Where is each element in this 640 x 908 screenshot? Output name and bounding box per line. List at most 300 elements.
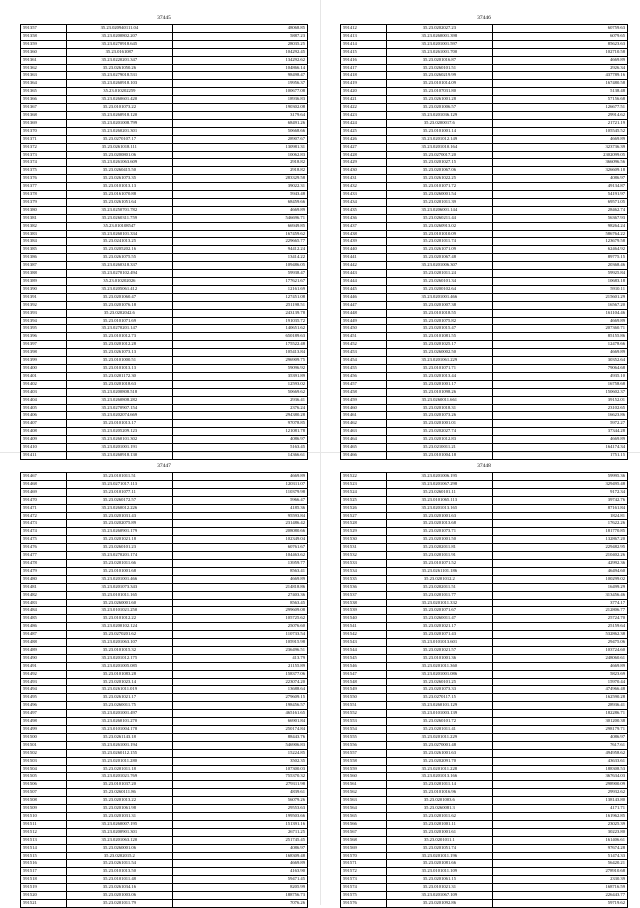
row-number-cell: 591378 [21,191,67,199]
code-cell: 35.23.0201067.298 [386,480,492,488]
amount-cell: 28936.41 [493,702,628,710]
amount-cell: 15970.44 [493,678,628,686]
amount-cell: 168716.59 [493,884,628,892]
row-number-cell: 591519 [21,884,67,892]
row-number-cell: 591451 [341,333,387,341]
amount-cell: 66949.85 [173,222,308,230]
row-number-cell: 591566 [341,820,387,828]
row-number-cell: 591467 [21,473,67,481]
code-cell: 35.23.0270201.62 [66,631,172,639]
table-row [21,718,308,726]
row-number-cell: 591401 [21,372,67,380]
row-number-cell: 591454 [341,357,387,365]
row-number-cell: 591535 [341,575,387,583]
code-cell: 35.23.0260081.3 [386,805,492,813]
table-row [21,615,308,623]
amount-cell: 25159.64 [493,623,628,631]
code-cell: 35.23.0271017.113 [66,480,172,488]
table-row [341,488,628,496]
row-number-cell: 591555 [341,733,387,741]
row-number-cell: 591432 [341,183,387,191]
code-cell: 35.23.0201003.6 [386,797,492,805]
amount-cell: 366096.56 [493,159,628,167]
amount-cell: 94412.24 [173,246,308,254]
row-number-cell: 591476 [21,544,67,552]
amount-cell: 42992.36 [493,559,628,567]
code-cell: 35.23.0261001.28 [386,96,492,104]
row-number-cell: 591390 [21,285,67,293]
amount-cell: 231486.42 [173,520,308,528]
row-number-cell: 591455 [341,364,387,372]
amount-cell: 60759.63 [493,25,628,33]
table-row [21,536,308,544]
code-cell: 35.23.0260601.420 [66,96,172,104]
row-number-cell: 591389 [21,278,67,286]
code-cell: 35.23.0261073.35 [66,175,172,183]
amount-cell: 191035.72 [173,317,308,325]
row-number-cell: 591369 [21,119,67,127]
row-number-cell: 591422 [341,104,387,112]
amount-cell: 248060.61 [493,654,628,662]
code-cell: 35.23.0202011.51 [386,583,492,591]
table-row [341,80,628,88]
table-row [341,104,628,112]
row-number-cell: 591482 [21,591,67,599]
table-row [21,317,308,325]
row-number-cell: 591514 [21,844,67,852]
code-cell: 35.23.0260918.103 [66,80,172,88]
row-number-cell: 591430 [341,167,387,175]
table-row [341,797,628,805]
code-cell: 35.23.0261143.18 [66,733,172,741]
code-cell: 35.23.0101013.17 [66,420,172,428]
table-row [341,805,628,813]
amount-cell: 16499.29 [493,583,628,591]
code-cell: 35.23.0201001.597 [386,40,492,48]
row-number-cell: 591475 [21,536,67,544]
table-row [21,631,308,639]
table-row [341,301,628,309]
table-row [341,349,628,357]
row-number-cell: 591569 [341,844,387,852]
amount-cell: 59096.92 [173,364,308,372]
code-cell: 35.23.0201003.06 [66,892,172,900]
code-cell: 35.23.0101012.22 [66,615,172,623]
code-cell: 35.23.0201008.799 [66,119,172,127]
amount-cell: 1824.81 [493,512,628,520]
amount-cell: 28907.67 [173,135,308,143]
table-row [341,317,628,325]
row-number-cell: 591511 [21,820,67,828]
table-row [21,544,308,552]
code-cell: 35.23.0201011.77 [386,591,492,599]
row-number-cell: 591376 [21,175,67,183]
code-cell: 35.23.0261101.186 [386,567,492,575]
table-row [21,789,308,797]
table-row [341,72,628,80]
row-number-cell: 591441 [341,254,387,262]
code-cell: 35.23.0261022.25 [386,175,492,183]
code-cell: 35.23.0201067.48 [386,254,492,262]
table-row [341,868,628,876]
amount-cell: 56367.93 [493,214,628,222]
amount-cell: 50668.66 [173,127,308,135]
amount-cell: 29475.06 [493,639,628,647]
row-number-cell: 591443 [341,270,387,278]
code-cell: 35.23.0201011.41 [386,726,492,734]
row-number-cell: 591387 [21,262,67,270]
code-cell: 35.23.0101001.14 [386,127,492,135]
table-row [21,64,308,72]
table-row [21,230,308,238]
row-number-cell: 591370 [21,127,67,135]
row-number-cell: 591411 [21,451,67,459]
table-row [21,812,308,820]
amount-cell: 29553.63 [173,805,308,813]
row-number-cell: 591366 [21,96,67,104]
row-number-cell: 591445 [341,285,387,293]
table-row [21,40,308,48]
code-cell: 35.23.0201012.2 [386,575,492,583]
amount-cell: 87161.84 [493,504,628,512]
amount-cell: 278910.68 [493,868,628,876]
row-number-cell: 591573 [341,876,387,884]
code-cell: 35.23.0201012.175 [66,654,172,662]
table-row [21,480,308,488]
row-number-cell: 591453 [341,349,387,357]
amount-cell: 30352.64 [493,357,628,365]
amount-cell: 494958.62 [493,749,628,757]
row-number-cell: 591458 [341,388,387,396]
amount-cell: 110379.98 [173,488,308,496]
amount-cell: 167459.62 [173,230,308,238]
table-row [21,444,308,452]
sheet-title: 37446 [477,15,491,21]
code-cell: 35.23.0201011.196 [386,852,492,860]
row-number-cell: 591495 [21,694,67,702]
row-number-cell: 591469 [21,488,67,496]
amount-cell: 199503.66 [173,812,308,820]
table-row [21,428,308,436]
table-row [21,552,308,560]
amount-cell: 107300.03 [173,765,308,773]
table-row [21,206,308,214]
row-number-cell: 591492 [21,670,67,678]
code-cell: 35.23.0201011.24 [386,270,492,278]
row-number-cell: 591526 [341,504,387,512]
table-row [341,583,628,591]
code-cell: 35.23.0261051.64 [66,198,172,206]
code-cell: 35.23.0261034.16 [66,884,172,892]
code-cell: 35.23.0107031.80 [386,88,492,96]
code-cell: 35.23.0202027.23 [386,25,492,33]
amount-cell: 68459.66 [173,198,308,206]
row-number-cell: 591363 [21,72,67,80]
table-row [341,183,628,191]
row-number-cell: 591522 [341,473,387,481]
code-cell: 35.23.0201013.44 [386,372,492,380]
row-number-cell: 591534 [341,567,387,575]
amount-cell: 39742.76 [493,496,628,504]
row-number-cell: 591447 [341,301,387,309]
row-number-cell: 591471 [21,504,67,512]
amount-cell: 28035.25 [173,40,308,48]
code-cell: 35.23.0201021.18 [66,536,172,544]
amount-cell: 5163.45 [173,444,308,452]
amount-cell: 105545.52 [493,127,628,135]
amount-cell: 46494.60 [493,567,628,575]
table-row [341,56,628,64]
code-cell: 35.23.0201061.229 [386,357,492,365]
table-row [21,757,308,765]
code-cell: 35.23.0201015.47 [386,325,492,333]
row-number-cell: 591409 [21,436,67,444]
amount-cell: 532862.38 [493,631,628,639]
amount-cell: 326609.18 [493,167,628,175]
code-cell: 35.23.0101071.69 [66,317,172,325]
table-row [341,88,628,96]
code-cell: 35.23.0101000.51 [66,357,172,365]
code-cell: 35.23.0201001.466 [386,293,492,301]
table-row [341,135,628,143]
code-cell: 35.23.0101003.139 [386,710,492,718]
row-number-cell: 591417 [341,64,387,72]
row-number-cell: 591404 [21,396,67,404]
amount-cell: 283329.58 [173,175,308,183]
code-cell: 35.23.0101077.11 [66,488,172,496]
table-row [341,836,628,844]
code-cell: 35.23.0201021.769 [66,773,172,781]
code-cell: 35.23.0205202.16 [66,246,172,254]
table-row [21,191,308,199]
amount-cell: 12161.69 [173,285,308,293]
amount-cell: 104463.62 [173,552,308,560]
code-cell: 35.23.0201027.15 [386,159,492,167]
amount-cell: 4669.89 [493,436,628,444]
row-number-cell: 591541 [341,623,387,631]
table-row [341,702,628,710]
code-cell: 35.23.0101071.52 [386,559,492,567]
table-row [21,159,308,167]
amount-cell: 2918.82 [173,167,308,175]
code-cell: 35.23.0201073.33 [386,686,492,694]
table-row [341,789,628,797]
amount-cell: 198456.57 [173,702,308,710]
code-cell: 35.23.0260011.661 [386,396,492,404]
amount-cell: 2936.41 [173,396,308,404]
code-cell: 35.23.0101012.73 [66,333,172,341]
table-row [21,262,308,270]
table-row [21,48,308,56]
table-row [341,504,628,512]
table-row [21,781,308,789]
table-row [21,828,308,836]
table-row [21,694,308,702]
code-cell: 35.23.0270907.154 [66,404,172,412]
row-number-cell: 591502 [21,749,67,757]
amount-cell: 279311.98 [173,781,308,789]
table-row [21,496,308,504]
table-row [341,884,628,892]
amount-cell: 168309.48 [173,852,308,860]
amount-cell: 37344.28 [493,428,628,436]
table-row [21,733,308,741]
row-number-cell: 591539 [341,607,387,615]
table-row [341,567,628,575]
code-cell: 35.23.0101071.71 [386,364,492,372]
code-cell: 35.23.0270918.645 [66,40,172,48]
row-number-cell: 591536 [341,583,387,591]
table-row [341,388,628,396]
code-cell: 35.23.0101001.68 [66,567,172,575]
amount-cell: 79064.68 [493,364,628,372]
table-row [21,567,308,575]
table-row [21,167,308,175]
table-row [21,773,308,781]
code-cell: 35.23.0260002.50 [386,349,492,357]
amount-cell: 69571.05 [493,198,628,206]
code-cell: 35.23.0101018.55 [386,309,492,317]
amount-cell: 167480.58 [493,80,628,88]
table-row [21,357,308,365]
code-cell: 35.23.0101021.250 [66,607,172,615]
code-cell: 35.23.0201001.191 [66,444,172,452]
amount-cell: 151391.16 [173,820,308,828]
table-row [341,325,628,333]
table-row [341,380,628,388]
row-number-cell: 591551 [341,702,387,710]
amount-cell: 88443.76 [173,733,308,741]
amount-cell: 12593.02 [173,380,308,388]
table-row [341,404,628,412]
amount-cell: 164174.34 [493,444,628,452]
code-cell: 35.23.010202026 [66,278,172,286]
table-row [341,773,628,781]
table-row [341,512,628,520]
row-number-cell: 591538 [341,599,387,607]
amount-cell: 5138.48 [493,88,628,96]
row-number-cell: 591396 [21,333,67,341]
row-number-cell: 591406 [21,412,67,420]
table-row [21,528,308,536]
table-row [341,159,628,167]
ledger-table [340,472,628,908]
code-cell: 35.23.0205061.412 [66,285,172,293]
row-number-cell: 591548 [341,678,387,686]
sheet-title: 37445 [157,15,171,21]
amount-cell: 21155.89 [173,662,308,670]
ledger-table [340,24,628,460]
code-cell: 35.23.0201012.149 [386,135,492,143]
amount-cell: 89775.15 [493,254,628,262]
amount-cell: 39152.01 [493,396,628,404]
code-cell: 35.23.0260318.337 [66,262,172,270]
amount-cell: 104866.14 [173,64,308,72]
amount-cell: 2918.82 [173,159,308,167]
row-number-cell: 591494 [21,686,67,694]
row-number-cell: 591486 [21,623,67,631]
row-number-cell: 591576 [341,899,387,907]
code-cell: 35.23.0201012.83 [386,436,492,444]
code-cell: 35.23.0241013.25 [66,238,172,246]
amount-cell: 110733.54 [173,631,308,639]
table-row [21,805,308,813]
row-number-cell: 591530 [341,536,387,544]
row-number-cell: 591487 [21,631,67,639]
table-row [21,135,308,143]
amount-cell: 5943.48 [173,191,308,199]
row-number-cell: 591448 [341,309,387,317]
amount-cell: 208080.66 [173,528,308,536]
amount-cell: 223074.20 [173,678,308,686]
amount-cell: 50669.62 [173,388,308,396]
row-number-cell: 591414 [341,40,387,48]
row-number-cell: 591509 [21,805,67,813]
amount-cell: 4669.89 [173,860,308,868]
row-number-cell: 591416 [341,56,387,64]
amount-cell: 546696.71 [173,214,308,222]
table-row [21,436,308,444]
table-row [341,892,628,900]
amount-cell: 17622.26 [493,520,628,528]
table-row [341,40,628,48]
code-cell: 35.23.0260112.155 [66,749,172,757]
amount-cell: 10062.83 [173,151,308,159]
row-number-cell: 591412 [341,25,387,33]
table-row [21,702,308,710]
table-row [21,726,308,734]
row-number-cell: 591529 [341,528,387,536]
row-number-cell: 591512 [21,828,67,836]
code-cell: 35.23.0270001.48 [386,741,492,749]
row-number-cell: 591372 [21,143,67,151]
row-number-cell: 591397 [21,341,67,349]
table-row [21,388,308,396]
row-number-cell: 591533 [341,559,387,567]
amount-cell: 59925.84 [493,270,628,278]
row-number-cell: 591544 [341,646,387,654]
amount-cell: 130981.31 [173,143,308,151]
code-cell: 35.23.0260101.72 [386,718,492,726]
row-number-cell: 591434 [341,198,387,206]
table-row [341,175,628,183]
code-cell: 35.23.0201051.74 [386,844,492,852]
amount-cell: 182286.71 [493,710,628,718]
amount-cell: 26711.25 [173,828,308,836]
row-number-cell: 591558 [341,757,387,765]
row-number-cell: 591466 [341,451,387,459]
table-row [341,899,628,907]
row-number-cell: 591472 [21,512,67,520]
table-row [21,654,308,662]
code-cell: 35.23.0260111.86 [66,789,172,797]
amount-cell: 5910.11 [493,285,628,293]
code-cell: 35.23.0201013.166 [386,773,492,781]
amount-cell: 85155.86 [493,333,628,341]
row-number-cell: 591361 [21,56,67,64]
table-row [341,575,628,583]
amount-cell: 4171.71 [493,805,628,813]
code-cell: 35.23.0200801.06 [66,151,172,159]
ledger-sheet-top-right [340,14,628,460]
row-number-cell: 591567 [341,828,387,836]
amount-cell: 3502.35 [173,757,308,765]
code-cell: 35.23.0101010.09 [386,230,492,238]
code-cell: 35.23.0201011.91 [386,552,492,560]
ledger-table [20,472,308,908]
amount-cell: 294380.28 [173,412,308,420]
amount-cell: 102349.04 [173,536,308,544]
